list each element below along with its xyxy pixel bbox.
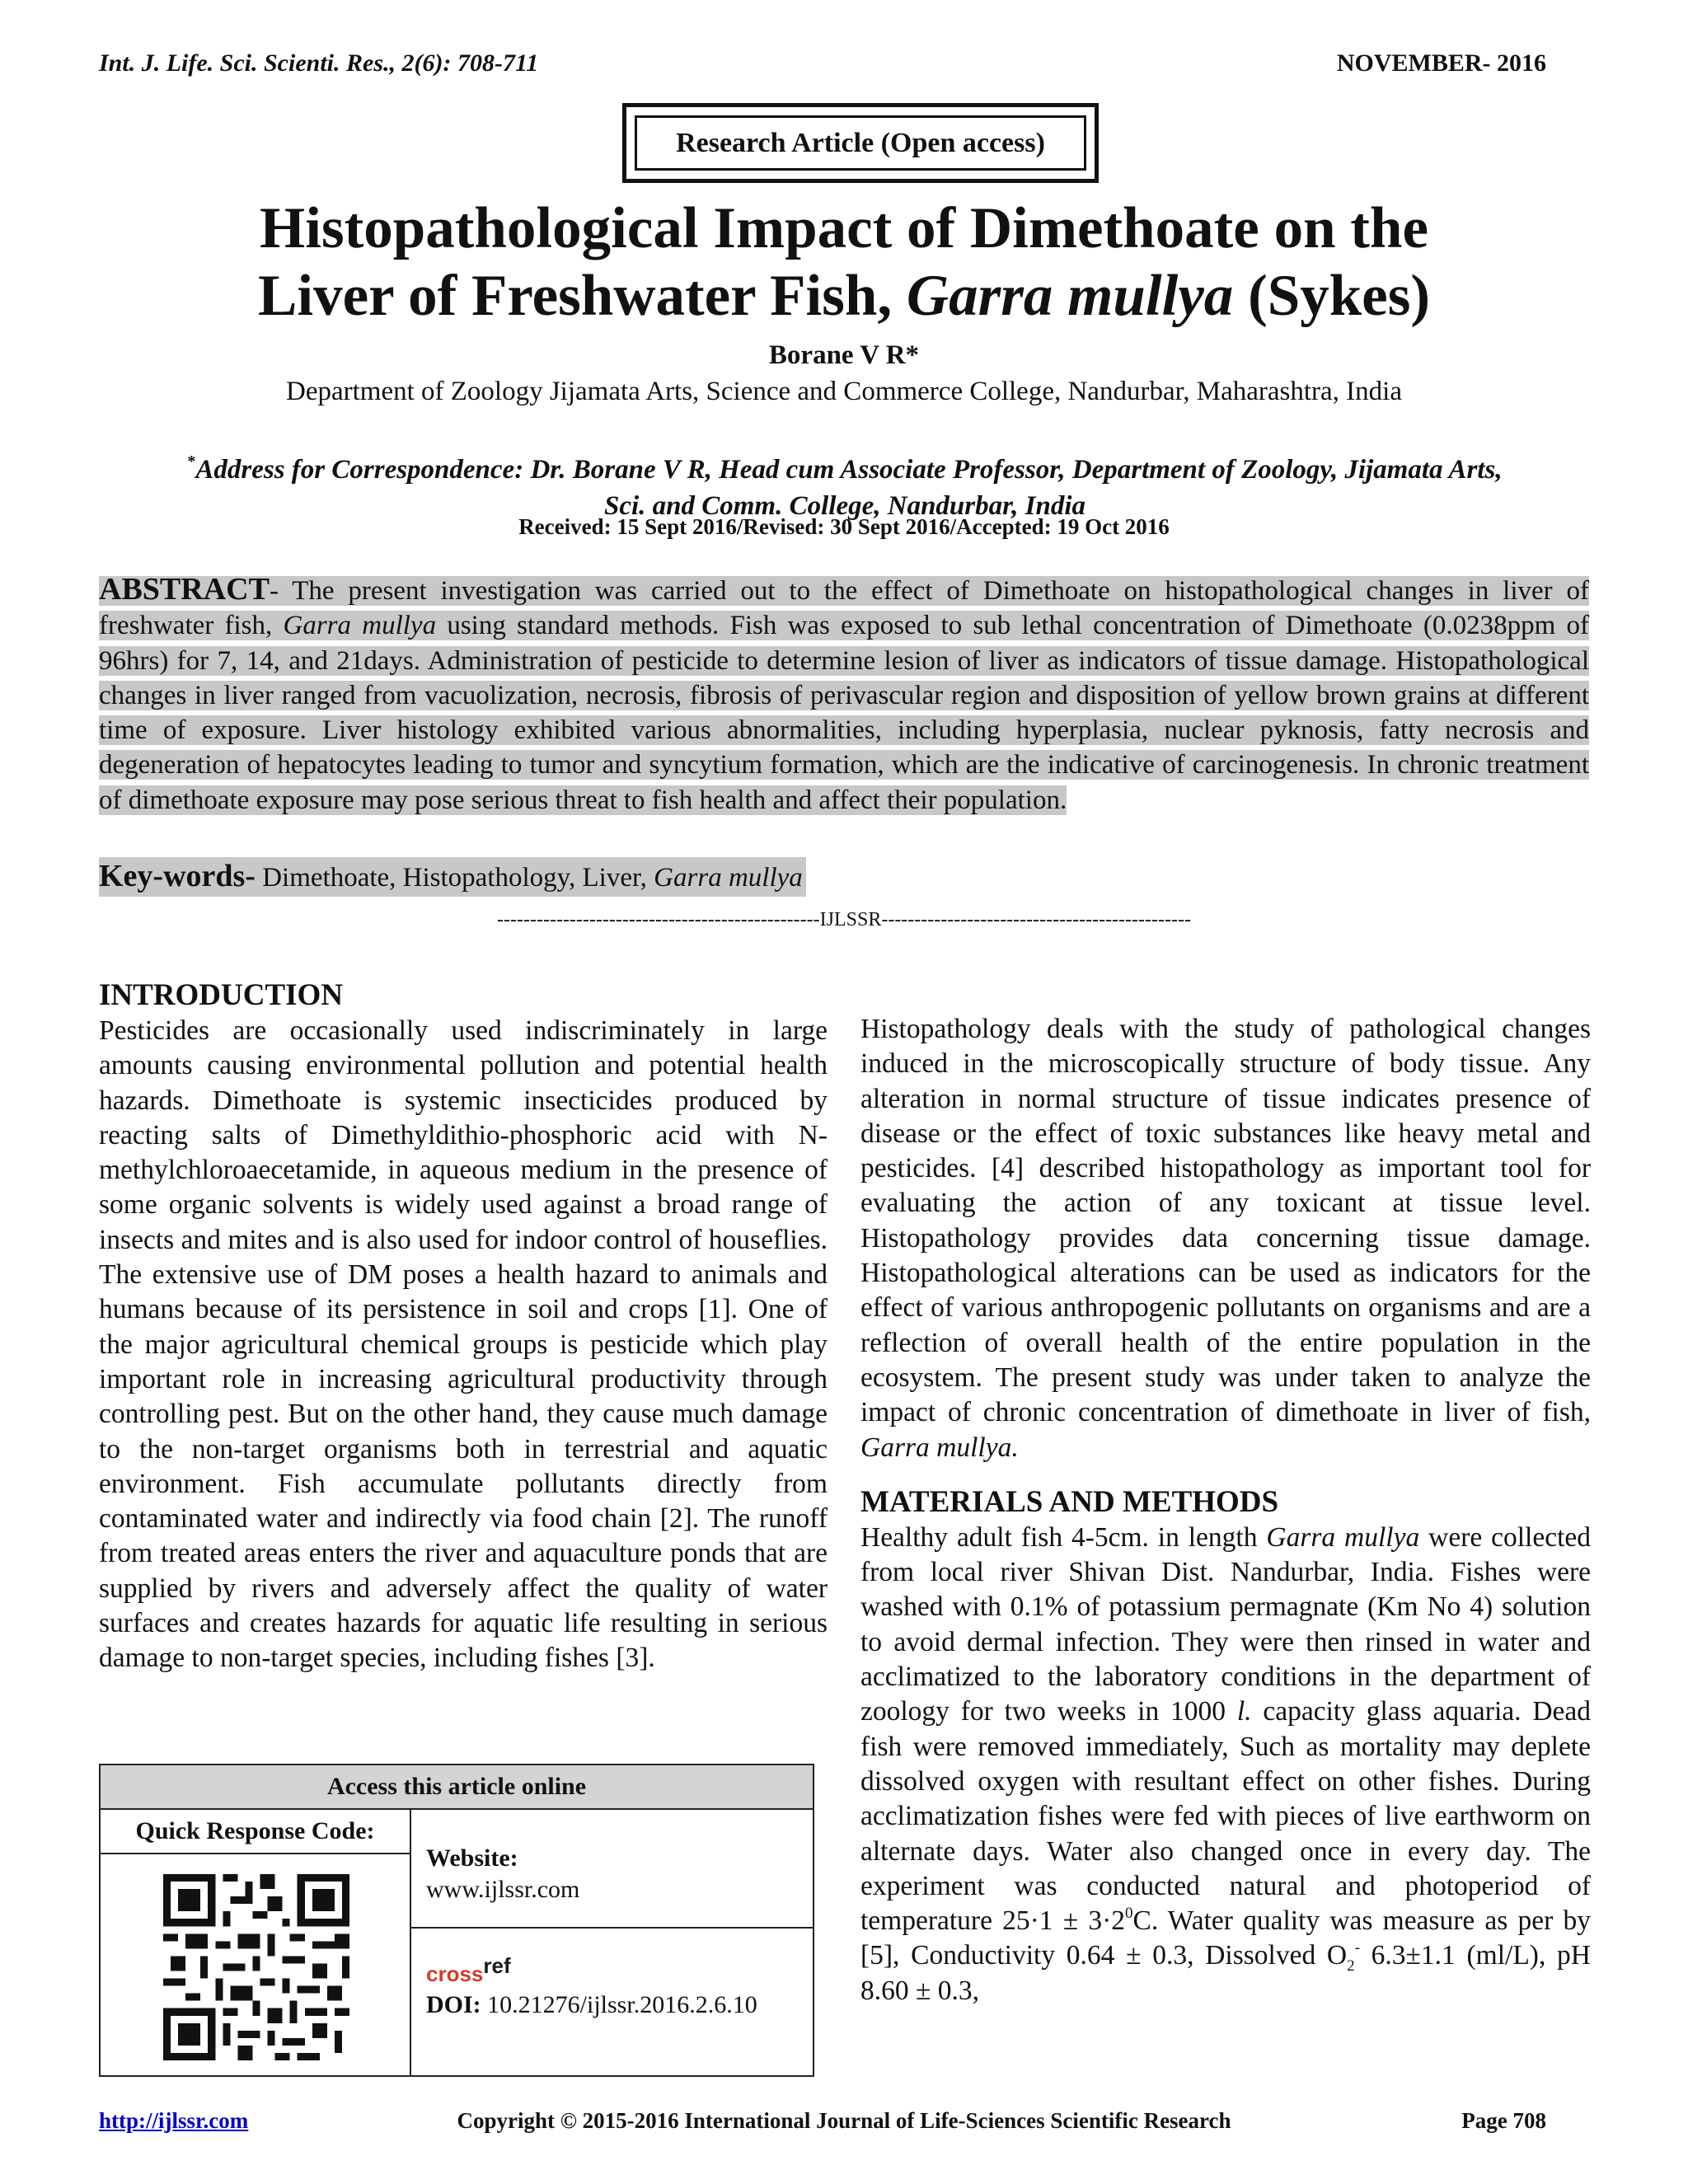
- section-divider: -------------------------------------------------IJLSSR-----------------------------------------------: [497, 909, 1191, 930]
- intro-p2-species: Garra mullya.: [860, 1432, 1019, 1463]
- correspondence: [91, 443, 1599, 524]
- crossref-logo-main: cross: [426, 1961, 484, 1986]
- intro-p2-text: Histopathology deals with the study of pathological changes induced in the microscopically structure of body tissue. Any alteration in normal structure of tissue indicates presence of disease or the effect of toxic substances like heavy metal and pesticides. [4] described histopathology as important tool for evaluating the action of any toxicant at tissue level. Histopathology provides data concerning tissue damage. Histopathological alterations can be used as indicators for the effect of various anthropogenic pollutants on organisms and are a reflection of overall health of the entire population in the ecosystem. The present study was under taken to analyze the impact of chronic concentration of dimethoate in liver of fish,: [860, 1014, 1591, 1428]
- right-column: [860, 1012, 1591, 2008]
- title-line-2-suffix: (Sykes): [1233, 264, 1430, 328]
- methods-text-1: Healthy adult fish 4-5cm. in length: [860, 1521, 1267, 1553]
- methods-text-3: capacity glass aquaria. Dead fish were removed immediately, Such as mortality may deplete dissolved oxygen with resultant effect on other fishes. During acclimatization fishes were fed with pieces of live earthworm on alternate days. Water also changed once in every day. The experiment was conducted natural and photoperiod of temperature 25·1 ± 3·2: [860, 1696, 1591, 1937]
- oxygen-subscript: 2: [1347, 1957, 1355, 1975]
- keywords-label: Key-words-: [99, 859, 256, 893]
- methods-heading: MATERIALS AND METHODS: [860, 1484, 1279, 1519]
- abstract-text-a: - The present investigation was carried out to the effect of Dimethoate on histopathological changes in liver of freshwater fish,: [99, 576, 1589, 641]
- abstract: [99, 572, 1589, 818]
- article-dates: Received: 15 Sept 2016/Revised: 30 Sept 2016/Accepted: 19 Oct 2016: [518, 514, 1170, 539]
- abstract-highlight: [99, 572, 1589, 815]
- introduction-paragraph-2: [860, 1012, 1591, 1465]
- affiliation: Department of Zoology Jijamata Arts, Science and Commerce College, Nandurbar, Maharashtra, India: [286, 377, 1402, 406]
- doi-value: 10.21276/ijlssr.2016.2.6.10: [481, 1991, 757, 2018]
- access-box-divider-vertical: [410, 1810, 411, 2075]
- abstract-text-b: using standard methods. Fish was exposed to sub lethal concentration of Dimethoate (0.0238ppm of 96hrs) for 7, 14, and 21days. Administration of pesticide to determine lesion of liver as indicators of tissue damage. Histopathological changes in liver ranged from vacuolization, necrosis, fibrosis of perivascular region and disposition of yellow brown grains at different time of exposure. Liver histology exhibited various abnormalities, including hyperplasia, nuclear pyknosis, fatty necrosis and degeneration of hepatocytes leading to tumor and syncytium formation, which are the indicative of carcinogenesis. In chronic treatment of dimethoate exposure may pose serious threat to fish health and affect their population.: [99, 611, 1589, 815]
- correspondence-line-1: [91, 443, 1599, 488]
- degree-superscript: 0: [1124, 1905, 1133, 1923]
- access-article-box: [99, 1764, 814, 2077]
- keywords: [99, 857, 806, 897]
- keywords-text: Dimethoate, Histopathology, Liver,: [255, 863, 654, 893]
- abstract-species: Garra mullya: [283, 611, 437, 641]
- abstract-label: ABSTRACT: [99, 572, 270, 607]
- access-box-heading: Access this article online: [101, 1765, 813, 1810]
- footer-page-number: Page 708: [1461, 2108, 1546, 2133]
- access-box-divider-horizontal: [411, 1927, 813, 1929]
- title-line-2-prefix: Liver of Freshwater Fish,: [258, 264, 907, 328]
- qr-code-image[interactable]: [163, 1874, 349, 2060]
- doi-label: DOI:: [426, 1991, 481, 2018]
- introduction-paragraph-1: Pesticides are occasionally used indiscriminately in large amounts causing environmental pollution and potential health hazards. Dimethoate is systemic insecticides produced by reacting salts of Dimethyldithio-phosphoric acid with N-methylchloroaecetamide, in aqueous medium in the presence of some organic solvents is widely used against a broad range of insects and mites and is also used for indoor control of houseflies. The extensive use of DM poses a health hazard to animals and humans because of its persistence in soil and crops [1]. One of the major agricultural chemical groups is pesticide which play important role in increasing agricultural productivity through controlling pest. But on the other hand, they cause much damage to the non-target organisms both in terrestrial and aquatic environment. Fish accumulate pollutants directly from contaminated water and indirectly via food chain [2]. The runoff from treated areas enters the river and aquaculture ponds that are supplied by rivers and adversely affect the quality of water surfaces and creates hazards for aquatic life resulting in serious damage to non-target species, including fishes [3].: [99, 1015, 828, 1674]
- methods-text-5: 6.3±1.1 (ml/L), pH 8.60 ± 0.3,: [860, 1940, 1591, 2006]
- footer-journal-link[interactable]: http://ijlssr.com: [99, 2108, 249, 2133]
- website-label: Website:: [426, 1844, 518, 1872]
- issue-date: NOVEMBER- 2016: [1336, 49, 1546, 77]
- article-type-badge: [622, 103, 1099, 183]
- correspondence-line-2: Sci. and Comm. College, Nandurbar, India: [603, 491, 1086, 521]
- article-title: [82, 194, 1606, 330]
- left-column: [99, 977, 828, 1676]
- oxygen-superscript: -: [1354, 1939, 1360, 1957]
- footer-copyright: Copyright © 2015-2016 International Journal of Life-Sciences Scientific Research: [457, 2108, 1231, 2133]
- keywords-species: Garra mullya: [654, 863, 803, 893]
- crossref-logo-ref: ref: [483, 1953, 511, 1978]
- methods-text-4: C. Water quality was measure as per by [5], Conductivity 0.64 ± 0.3, Dissolved O: [860, 1905, 1591, 1971]
- methods-species: Garra mullya: [1266, 1521, 1420, 1553]
- journal-citation: Int. J. Life. Sci. Scienti. Res., 2(6): 708-711: [99, 49, 539, 77]
- title-species: Garra mullya: [906, 264, 1234, 328]
- doi[interactable]: [426, 1991, 757, 2019]
- crossref-logo: [426, 1953, 511, 1987]
- methods-text-2: were collected from local river Shivan Dist. Nandurbar, India. Fishes were washed with 0.1% of potassium permagnate (Km No 4) solution to avoid dermal infection. They were then rinsed in water and acclimatized to the laboratory conditions in the department of zoology for two weeks in 1000: [860, 1521, 1592, 1727]
- author: Borane V R*: [768, 340, 920, 370]
- methods-paragraph: [860, 1521, 1591, 2008]
- article-type-label: Research Article (Open access): [635, 115, 1086, 171]
- correspondence-text-1: Address for Correspondence: Dr. Borane V R, Head cum Associate Professor, Department of Zoology, Jijamata Arts,: [195, 455, 1503, 485]
- website-link[interactable]: www.ijlssr.com: [426, 1876, 580, 1903]
- methods-unit-litre: l.: [1236, 1696, 1252, 1727]
- introduction-heading: INTRODUCTION: [99, 978, 344, 1012]
- title-line-2: [82, 262, 1606, 330]
- title-line-1: Histopathological Impact of Dimethoate on the: [260, 196, 1428, 260]
- correspondence-marker: *: [187, 452, 196, 471]
- qr-code-label: Quick Response Code:: [101, 1810, 410, 1854]
